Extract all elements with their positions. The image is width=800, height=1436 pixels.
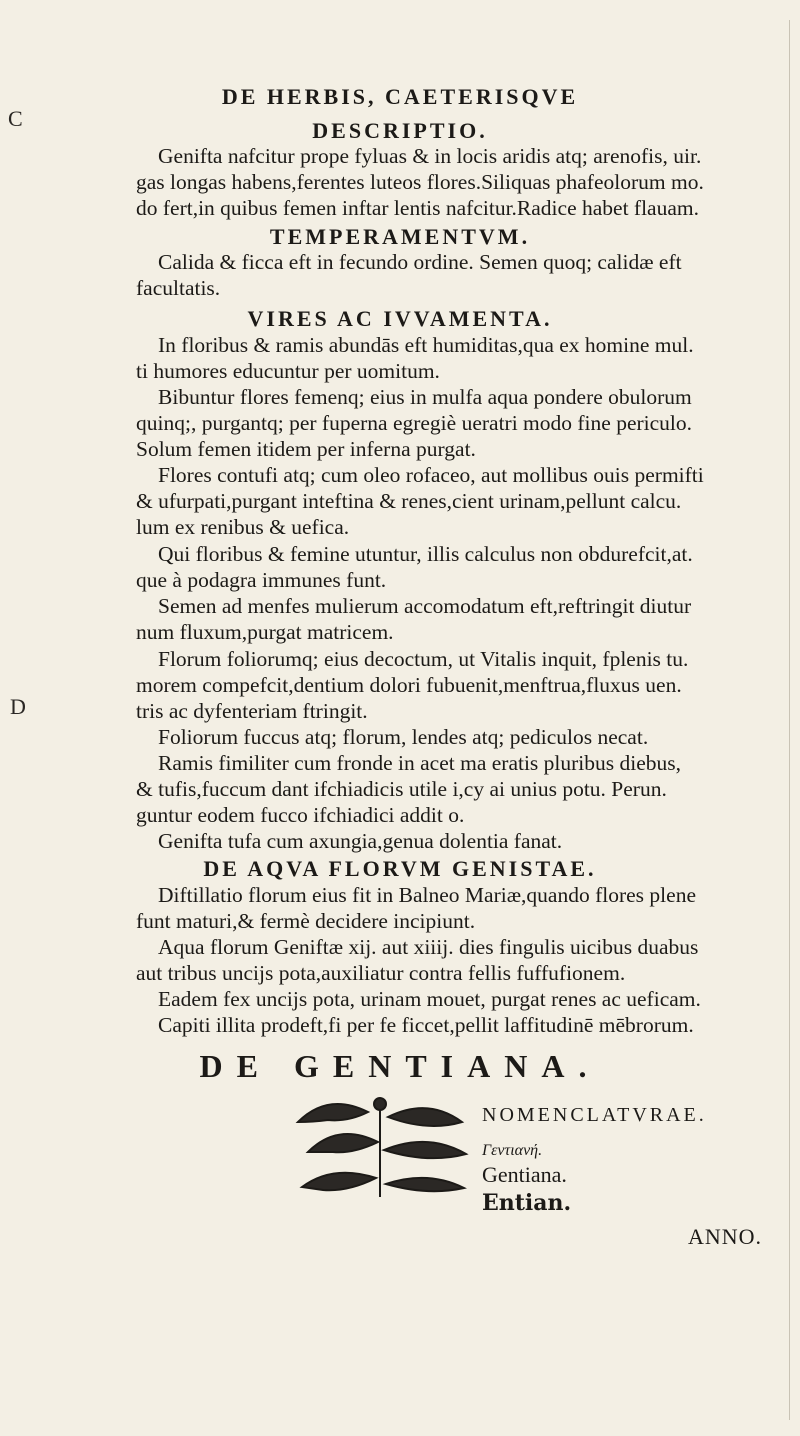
section-heading-aqua: DE AQVA FLORVM GENISTAE.: [203, 856, 597, 881]
text-line: Diftillatio florum eius fit in Balneo Mariæ,quando flores plene: [158, 883, 696, 907]
text-line: Qui floribus & femine utuntur, illis calculus non obdurefcit,at.: [158, 542, 693, 566]
text-line: lum ex renibus & uefica.: [136, 515, 350, 539]
text-line: do fert,in quibus femen inftar lentis nafcitur.Radice habet flauam.: [136, 196, 699, 220]
running-header: DE HERBIS, CAETERISQVE: [221, 84, 579, 109]
text-line: Eadem fex uncijs pota, urinam mouet, purgat renes ac ueficam.: [158, 987, 701, 1011]
margin-letter-c: C: [8, 106, 23, 131]
chapter-title: DE GENTIANA.: [199, 1048, 601, 1084]
text-line: funt maturi,& fermè decidere incipiunt.: [136, 909, 476, 933]
text-line: Genifta nafcitur prope fyluas & in locis aridis atq; arenofis, uir.: [158, 144, 702, 168]
text-line: In floribus & ramis abundās eft humiditas,qua ex homine mul.: [158, 333, 694, 357]
text-line: guntur eodem fucco ifchiadici addit o.: [136, 803, 465, 827]
margin-letter-d: D: [10, 694, 26, 719]
section-heading-vires: VIRES AC IVVAMENTA.: [247, 306, 553, 331]
text-line: num fluxum,purgat matricem.: [136, 620, 394, 644]
text-line: & tufis,fuccum dant ifchiadicis utile i,cy ai unius potu. Perun.: [136, 777, 667, 801]
text-line: quinq;, purgantq; per fuperna egregiè ueratri modo fine periculo.: [136, 411, 693, 435]
greek-name: Γεντιανή.: [482, 1142, 543, 1159]
catchword: ANNO.: [688, 1224, 763, 1249]
text-line: ti humores educuntur per uomitum.: [136, 359, 440, 383]
text-line: & ufurpati,purgant inteftina & renes,cient urinam,pellunt calcu.: [136, 489, 682, 513]
section-heading-temperamentum: TEMPERAMENTVM.: [269, 224, 531, 249]
text-line: gas longas habens,ferentes luteos flores.Siliquas phafeolorum mo.: [136, 170, 704, 194]
text-line: que à podagra immunes funt.: [136, 568, 387, 592]
text-line: Calida & ficca eft in fecundo ordine. Semen quoq; calidæ eft: [158, 250, 682, 274]
text-line: Genifta tufa cum axungia,genua dolentia fanat.: [158, 829, 563, 853]
german-name: Entian.: [482, 1190, 572, 1216]
text-line: Bibuntur flores femenq; eius in mulfa aqua pondere obulorum: [158, 385, 692, 409]
text-line: Foliorum fuccus atq; florum, lendes atq; pediculos necat.: [158, 725, 649, 749]
text-line: Flores contufi atq; cum oleo rofaceo, aut mollibus ouis permifti: [158, 463, 704, 487]
text-line: Ramis fimiliter cum fronde in acet ma eratis pluribus diebus,: [158, 751, 682, 775]
text-line: Solum femen itidem per inferna purgat.: [136, 437, 476, 461]
text-line: Aqua florum Geniftæ xij. aut xiiij. dies fingulis uicibus duabus: [158, 935, 699, 959]
text-line: aut tribus uncijs pota,auxiliatur contra fellis fuffufionem.: [136, 961, 626, 985]
text-line: Capiti illita prodeft,fi per fe ficcet,pellit laffitudinē mēbrorum.: [158, 1013, 694, 1037]
text-line: tris ac dyfenteriam ftringit.: [136, 699, 368, 723]
section-heading-descriptio: DESCRIPTIO.: [312, 118, 488, 143]
text-line: facultatis.: [136, 276, 221, 300]
plant-woodcut-icon: [288, 1092, 472, 1200]
text-line: Florum foliorumq; eius decoctum, ut Vitalis inquit, fplenis tu.: [158, 647, 689, 671]
text-line: Semen ad menfes mulierum accomodatum eft,reftringit diutur: [158, 594, 692, 618]
latin-name: Gentiana.: [482, 1162, 567, 1187]
text-line: morem compefcit,dentium dolori fubuenit,menftrua,fluxus uen.: [136, 673, 682, 697]
nomenclature-heading: NOMENCLATVRAE.: [482, 1104, 707, 1126]
